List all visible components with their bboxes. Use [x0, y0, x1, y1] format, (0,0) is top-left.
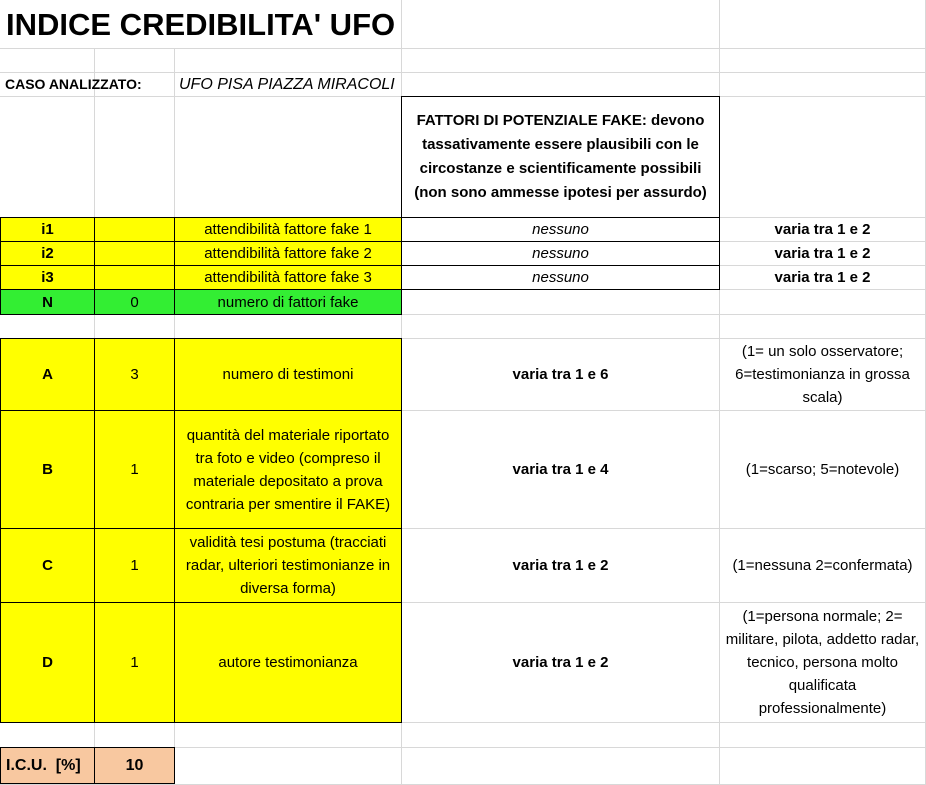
- factor-value[interactable]: 1: [94, 410, 175, 529]
- fake-count-value[interactable]: 0: [94, 289, 175, 315]
- fake-row-desc: attendibilità fattore fake 1: [174, 217, 402, 242]
- factor-id: B: [0, 410, 95, 529]
- fake-row-value[interactable]: nessuno: [401, 217, 720, 242]
- factor-desc: quantità del materiale riportato tra foto e video (compreso il materiale depositato a prova contraria per smentire il FAKE): [174, 410, 402, 529]
- fake-count-desc: numero di fattori fake: [174, 289, 402, 315]
- case-label: CASO ANALIZZATO:: [5, 75, 142, 92]
- factor-value[interactable]: 1: [94, 528, 175, 603]
- case-value[interactable]: UFO PISA PIAZZA MIRACOLI: [179, 75, 395, 93]
- factor-desc: numero di testimoni: [174, 338, 402, 411]
- fake-row-value-cell[interactable]: [94, 241, 175, 266]
- factor-id: D: [0, 602, 95, 723]
- factor-id: C: [0, 528, 95, 603]
- factor-value[interactable]: 3: [94, 338, 175, 411]
- factor-note: (1=persona normale; 2= militare, pilota, addetto radar, tecnico, persona molto qualificata professionalmente): [725, 608, 920, 717]
- page-title: INDICE CREDIBILITA' UFO: [0, 0, 401, 48]
- factor-id: A: [0, 338, 95, 411]
- factor-range: varia tra 1 e 2: [512, 557, 609, 574]
- fake-row-range: varia tra 1 e 2: [774, 221, 871, 238]
- factor-note: (1=nessuna 2=confermata): [732, 557, 913, 574]
- icu-value[interactable]: 10: [94, 747, 175, 784]
- fake-row-id: i3: [0, 265, 95, 290]
- icu-label: I.C.U. [%]: [0, 747, 95, 784]
- fake-row-id: i1: [0, 217, 95, 242]
- factor-range: varia tra 1 e 6: [512, 366, 609, 383]
- factor-value[interactable]: 1: [94, 602, 175, 723]
- factor-range: varia tra 1 e 2: [512, 654, 609, 671]
- factor-desc: autore testimonianza: [174, 602, 402, 723]
- fake-row-range: varia tra 1 e 2: [774, 245, 871, 262]
- fake-row-value[interactable]: nessuno: [401, 241, 720, 266]
- fake-row-range: varia tra 1 e 2: [774, 269, 871, 286]
- fake-row-desc: attendibilità fattore fake 2: [174, 241, 402, 266]
- factor-note: (1= un solo osservatore; 6=testimonianza in grossa scala): [735, 343, 910, 406]
- factor-range: varia tra 1 e 4: [512, 461, 609, 478]
- fake-row-id: i2: [0, 241, 95, 266]
- fake-row-value-cell[interactable]: [94, 265, 175, 290]
- fake-count-id: N: [0, 289, 95, 315]
- fake-row-desc: attendibilità fattore fake 3: [174, 265, 402, 290]
- fake-factors-header: FATTORI DI POTENZIALE FAKE: devono tassativamente essere plausibili con le circostanze e scientificamente possibili (non sono ammesse ipotesi per assurdo): [401, 96, 720, 218]
- factor-desc: validità tesi postuma (tracciati radar, ulteriori testimonianze in diversa forma): [174, 528, 402, 603]
- fake-row-value[interactable]: nessuno: [401, 265, 720, 290]
- fake-row-value-cell[interactable]: [94, 217, 175, 242]
- factor-note: (1=scarso; 5=notevole): [745, 461, 900, 478]
